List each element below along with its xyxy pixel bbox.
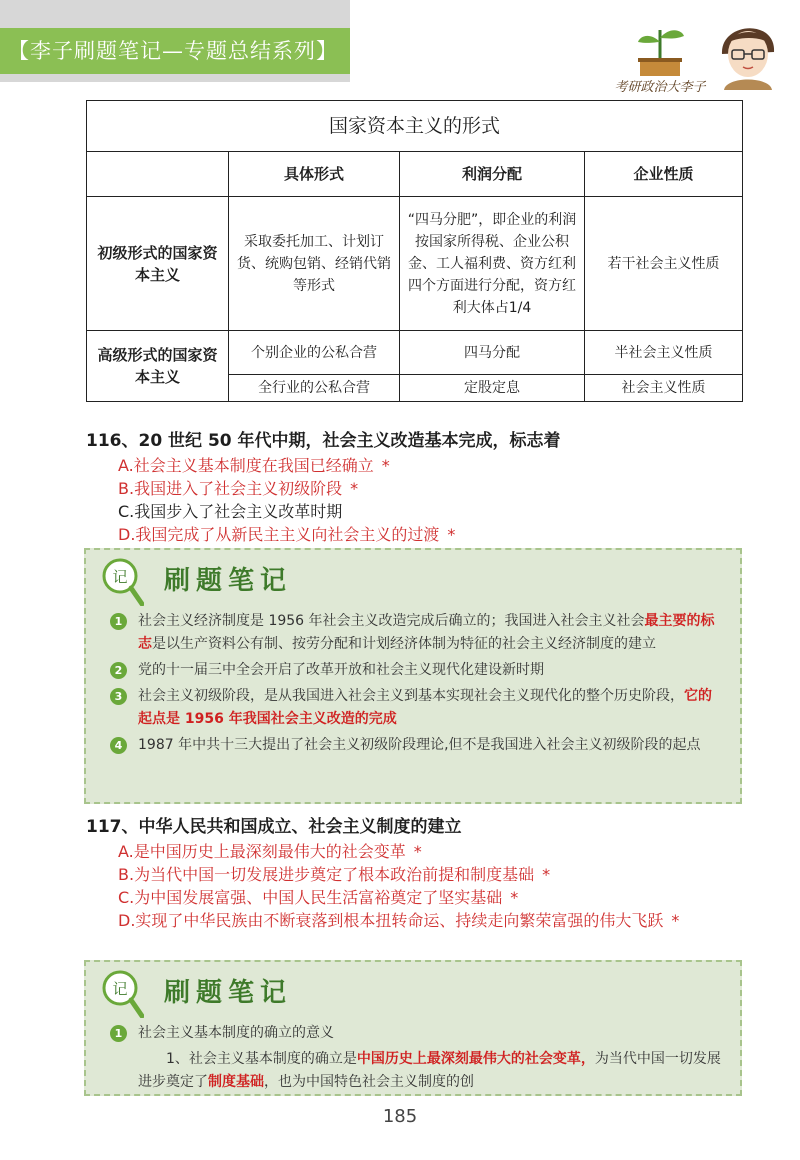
cell-advanced-profit-2: 定股定息 [400, 375, 585, 402]
note-item-1: 1 社会主义经济制度是 1956 年社会主义改造完成后确立的；我国进入社会主义社会最主要的标志是以生产资料公有制、按劳分配和计划经济体制为特征的社会主义经济制度的建立 [86, 610, 740, 656]
col-header-form: 具体形式 [229, 152, 400, 197]
page-number: 185 [382, 1106, 418, 1127]
col-header-nature: 企业性质 [585, 152, 743, 197]
option-a: A.社会主义基本制度在我国已经确立 * [118, 456, 390, 475]
table-corner [87, 152, 229, 197]
option-d: D.我国完成了从新民主主义向社会主义的过渡 * [118, 525, 456, 544]
svg-text:记: 记 [112, 980, 128, 998]
cell-primary-profit: “四马分肥”，即企业的利润按国家所得税、企业公积金、工人福利费、资方红利四个方面进行分配，资方红利大体占1/4 [400, 197, 585, 331]
state-capitalism-table [86, 100, 743, 402]
note-title: 刷题笔记 [164, 566, 293, 596]
cell-advanced-nature-1: 半社会主义性质 [585, 331, 743, 375]
note-header [86, 550, 740, 610]
question-116-title: 116、20 世纪 50 年代中期，社会主义改造基本完成，标志着 [86, 431, 561, 451]
note-item-1: 1 社会主义基本制度的确立的意义 [86, 1022, 740, 1045]
cell-primary-form: 采取委托加工、计划订货、统购包销、经销代销等形式 [229, 197, 400, 331]
cell-advanced-form-1: 个别企业的公私合营 [229, 331, 400, 375]
option-b: B.我国进入了社会主义初级阶段 * [118, 479, 359, 498]
cell-primary-nature: 若干社会主义性质 [585, 197, 743, 331]
option-c: C.我国步入了社会主义改革时期 [118, 502, 343, 521]
note-header [86, 962, 740, 1022]
note-title: 刷题笔记 [164, 978, 293, 1008]
series-title: 【李子刷题笔记—专题总结系列】 [0, 28, 350, 74]
cell-advanced-form-2: 全行业的公私合营 [229, 375, 400, 402]
row-header-advanced: 高级形式的国家资本主义 [87, 331, 229, 402]
question-116 [86, 428, 746, 546]
note-paragraph: 1、社会主义基本制度的确立是中国历史上最深刻最伟大的社会变革，为当代中国一切发展进步奠定了制度基础，也为中国特色社会主义制度的创 [138, 1051, 721, 1090]
cell-advanced-profit-1: 四马分配 [400, 331, 585, 375]
option-a: A.是中国历史上最深刻最伟大的社会变革 * [118, 842, 422, 861]
question-117-title: 117、中华人民共和国成立、社会主义制度的建立 [86, 817, 462, 837]
note-item-3: 3 社会主义初级阶段，是从我国进入社会主义到基本实现社会主义现代化的整个历史阶段，它的起点是 1956 年我国社会主义改造的完成 [86, 685, 740, 731]
table-title: 国家资本主义的形式 [87, 101, 743, 152]
note-box-1 [84, 548, 742, 804]
avatar [716, 14, 780, 90]
cell-advanced-nature-2: 社会主义性质 [585, 375, 743, 402]
option-c: C.为中国发展富强、中国人民生活富裕奠定了坚实基础 * [118, 888, 519, 907]
row-header-primary: 初级形式的国家资本主义 [87, 197, 229, 331]
svg-text:记: 记 [112, 568, 128, 586]
col-header-profit: 利润分配 [400, 152, 585, 197]
magnifier-note-icon [100, 968, 144, 1018]
question-117 [86, 814, 746, 932]
brand-text: 考研政治大李子 [614, 80, 706, 95]
note-item-2: 2 党的十一届三中全会开启了改革开放和社会主义现代化建设新时期 [86, 659, 740, 682]
magnifier-note-icon [100, 556, 144, 606]
note-box-2 [84, 960, 742, 1096]
option-d: D.实现了中华民族由不断衰落到根本扭转命运、持续走向繁荣富强的伟大飞跃 * [118, 911, 680, 930]
note-item-4: 4 1987 年中共十三大提出了社会主义初级阶段理论,但不是我国进入社会主义初级阶段的起点 [86, 734, 740, 757]
option-b: B.为当代中国一切发展进步奠定了根本政治前提和制度基础 * [118, 865, 551, 884]
